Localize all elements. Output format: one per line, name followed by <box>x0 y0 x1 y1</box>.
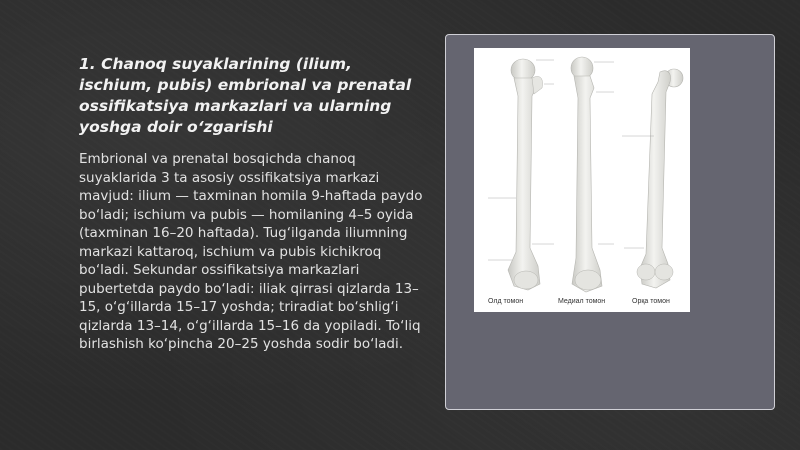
slide-body-text: Embrional va prenatal bosqichda chanoq suyaklarida 3 ta asosiy ossifikatsiya markazi mavjud: ilium — taxminan homila 9-haftada paydo bo‘ladi; ischium va pubis — homilaning 4–5 oyida (taxminan 16–20 haftada). Tug‘ilganda iliumning markazi kattaroq, ischium va pubis kichikroq bo‘ladi. Sekundar ossifikatsiya markazlari pubertetda paydo bo‘ladi: iliak qirrasi qizlarda 13–15, o‘g‘illarda 15–17 yoshda; triradiat bo‘shlig‘i qizlarda 13–14, o‘g‘illarda 15–16 da yopiladi. To‘liq birlashish ko‘pincha 20–25 yoshda sodir bo‘ladi. <box>79 151 423 352</box>
caption-anterior: Олд томон <box>488 298 524 305</box>
caption-medial: Медиал томон <box>558 298 606 305</box>
text-block <box>79 54 424 354</box>
caption-posterior: Орқа томон <box>632 298 670 305</box>
femur-posterior-view <box>637 69 683 288</box>
slide-title: 1. Chanoq suyaklarining (ilium, ischium, pubis) embrional va prenatal ossifikatsiya markazlari va ularning yoshga doir o‘zgarishi <box>79 55 412 136</box>
femur-illustration <box>474 48 690 312</box>
femur-anterior-view <box>508 59 543 290</box>
femur-drawing <box>474 48 690 312</box>
femur-medial-view <box>571 57 602 292</box>
annotation-leader-lines <box>488 60 654 260</box>
